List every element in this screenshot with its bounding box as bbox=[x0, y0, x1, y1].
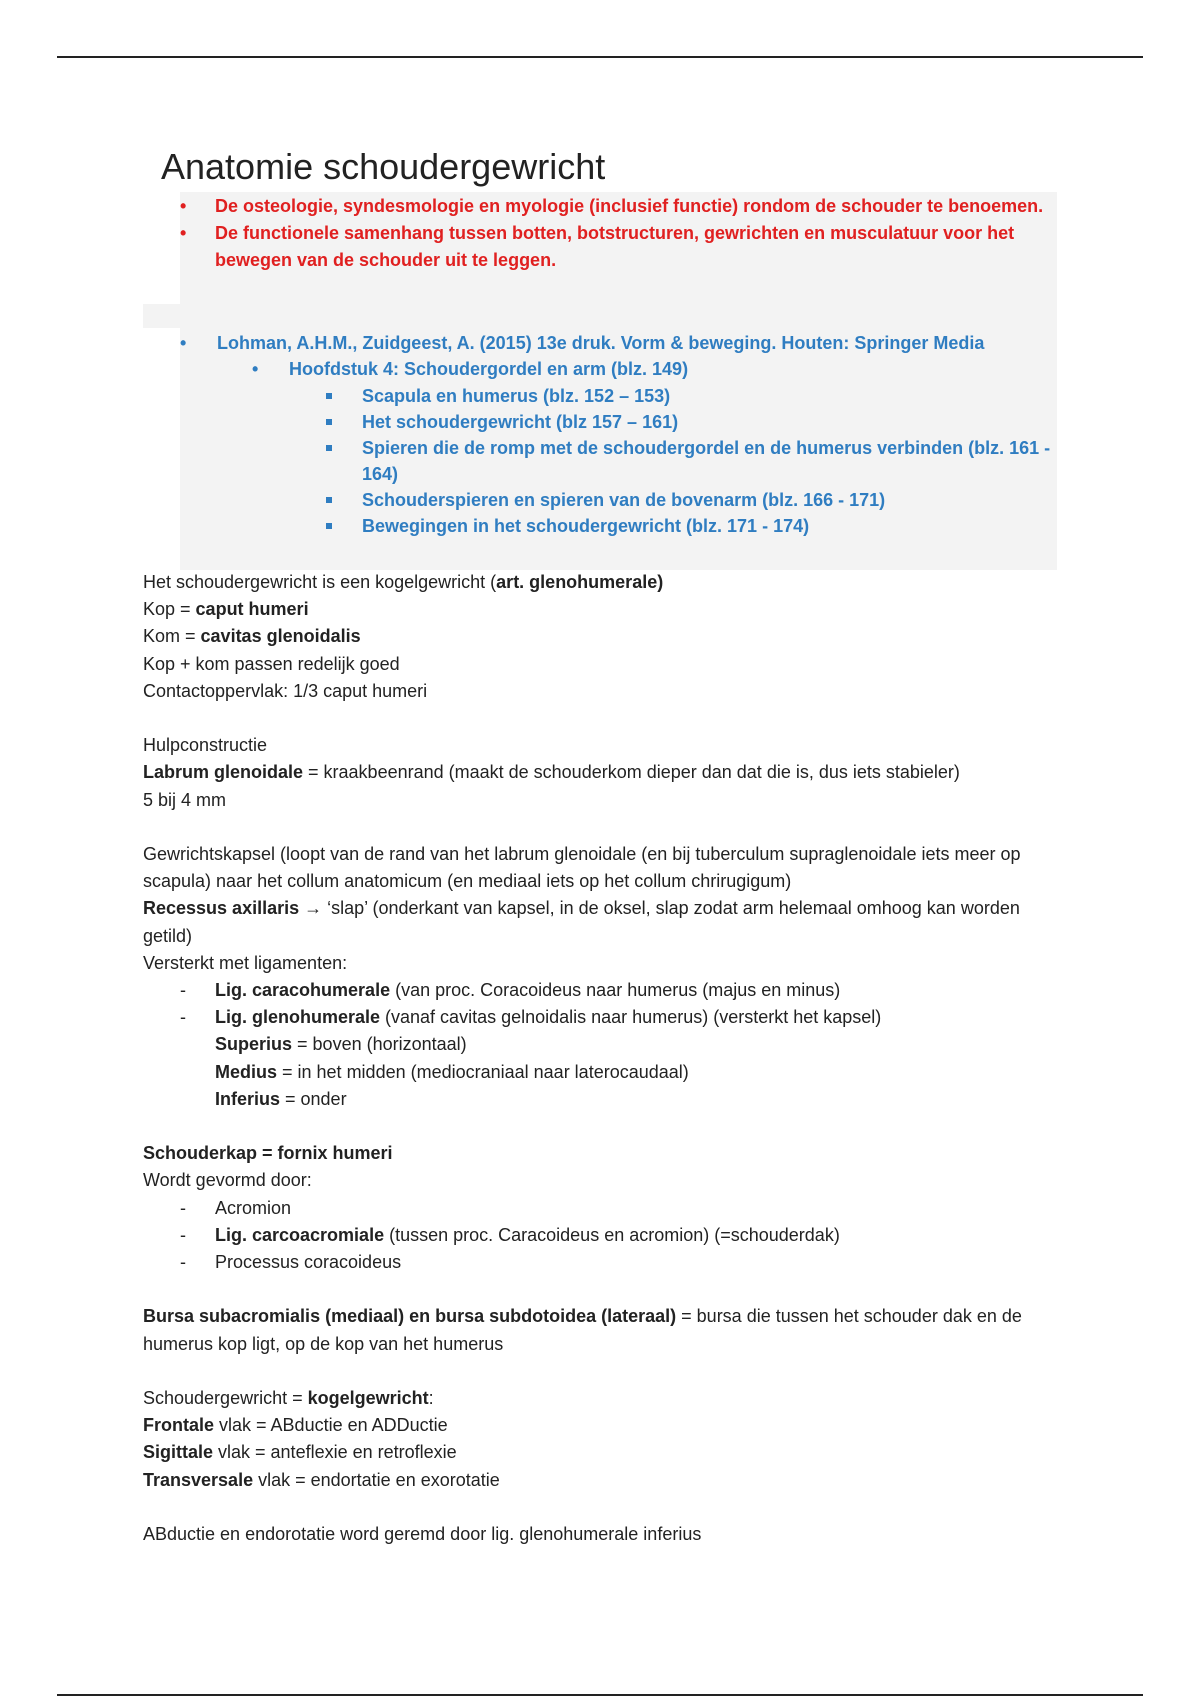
paragraph: Transversale vlak = endortatie en exorotatie bbox=[143, 1469, 500, 1490]
document-body bbox=[143, 569, 1063, 1548]
paragraph: ABductie en endorotatie word geremd door lig. glenohumerale inferius bbox=[143, 1524, 702, 1545]
reference-chapter: • Hoofdstuk 4: Schoudergordel en arm (blz. 149) bbox=[252, 359, 689, 379]
paragraph: Contactoppervlak: 1/3 caput humeri bbox=[143, 680, 428, 701]
paragraph: Kop + kom passen redelijk goed bbox=[143, 653, 400, 674]
objective-item: • De osteologie, syndesmologie en myologie (inclusief functie) rondom de schouder te benoemen. bbox=[180, 196, 1044, 216]
objectives-list bbox=[180, 193, 1050, 274]
list-item: Medius = in het midden (mediocraniaal naar laterocaudaal) bbox=[215, 1061, 689, 1082]
list-item: - Lig. carcoacromiale (tussen proc. Caracoideus en acromion) (=schouderdak) bbox=[180, 1224, 840, 1245]
list-item: Inferius = onder bbox=[215, 1088, 347, 1109]
list-item: - Lig. glenohumerale (vanaf cavitas gelnoidalis naar humerus) (versterkt het kapsel) bbox=[180, 1007, 882, 1028]
paragraph: Kom = cavitas glenoidalis bbox=[143, 626, 361, 647]
spacer-shade bbox=[143, 304, 1057, 328]
section-item: Het schoudergewricht (blz 157 – 161) bbox=[325, 409, 1065, 435]
paragraph: Schoudergewricht = kogelgewricht: bbox=[143, 1388, 434, 1409]
paragraph: Schouderkap = fornix humeri bbox=[143, 1143, 393, 1164]
paragraph: Gewrichtskapsel (loopt van de rand van het labrum glenoidale (en bij tuberculum supraglenoidale iets meer op scapula) naar het collum anatomicum (en mediaal iets op het collum chrirugigum) bbox=[143, 844, 1021, 892]
paragraph: Versterkt met ligamenten: bbox=[143, 952, 348, 973]
header-rule bbox=[57, 56, 1143, 58]
objective-item: • De functionele samenhang tussen botten, botstructuren, gewrichten en musculatuur voor het bewegen van de schouder uit te leggen. bbox=[180, 223, 1015, 270]
paragraph: Labrum glenoidale = kraakbeenrand (maakt de schouderkom dieper dan dat die is, dus iets stabieler) bbox=[143, 762, 960, 783]
reference-sections bbox=[325, 383, 1065, 539]
reference-source: • Lohman, A.H.M., Zuidgeest, A. (2015) 13e druk. Vorm & beweging. Houten: Springer Media bbox=[180, 333, 985, 353]
paragraph: Recessus axillaris → ‘slap’ (onderkant van kapsel, in de oksel, slap zodat arm helemaal omhoog kan worden getild) bbox=[143, 898, 1020, 946]
list-item: - Processus coracoideus bbox=[180, 1252, 402, 1273]
list-item: - Acromion bbox=[180, 1197, 292, 1218]
section-item: Bewegingen in het schoudergewricht (blz. 171 - 174) bbox=[325, 513, 1065, 539]
list-item: - Lig. caracohumerale (van proc. Coracoideus naar humerus (majus en minus) bbox=[180, 980, 841, 1001]
list-item: Superius = boven (horizontaal) bbox=[215, 1034, 467, 1055]
footer-rule bbox=[57, 1694, 1143, 1696]
paragraph: Frontale vlak = ABductie en ADDuctie bbox=[143, 1415, 448, 1436]
paragraph: 5 bij 4 mm bbox=[143, 789, 227, 810]
paragraph: Kop = caput humeri bbox=[143, 599, 309, 620]
section-item: Spieren die de romp met de schoudergordel en de humerus verbinden (blz. 161 - 164) bbox=[325, 435, 1065, 487]
section-item: Scapula en humerus (blz. 152 – 153) bbox=[325, 383, 1065, 409]
paragraph: Wordt gevormd door: bbox=[143, 1170, 312, 1191]
section-item: Schouderspieren en spieren van de bovenarm (blz. 166 - 171) bbox=[325, 487, 1065, 513]
page-title: Anatomie schoudergewricht bbox=[161, 146, 606, 187]
paragraph: Hulpconstructie bbox=[143, 735, 268, 756]
paragraph: Sigittale vlak = anteflexie en retroflexie bbox=[143, 1442, 457, 1463]
paragraph: Het schoudergewricht is een kogelgewricht (art. glenohumerale) bbox=[143, 572, 664, 592]
paragraph: Bursa subacromialis (mediaal) en bursa subdotoidea (lateraal) = bursa die tussen het schouder dak en de humerus kop ligt, op de kop van het humerus bbox=[143, 1306, 1022, 1354]
